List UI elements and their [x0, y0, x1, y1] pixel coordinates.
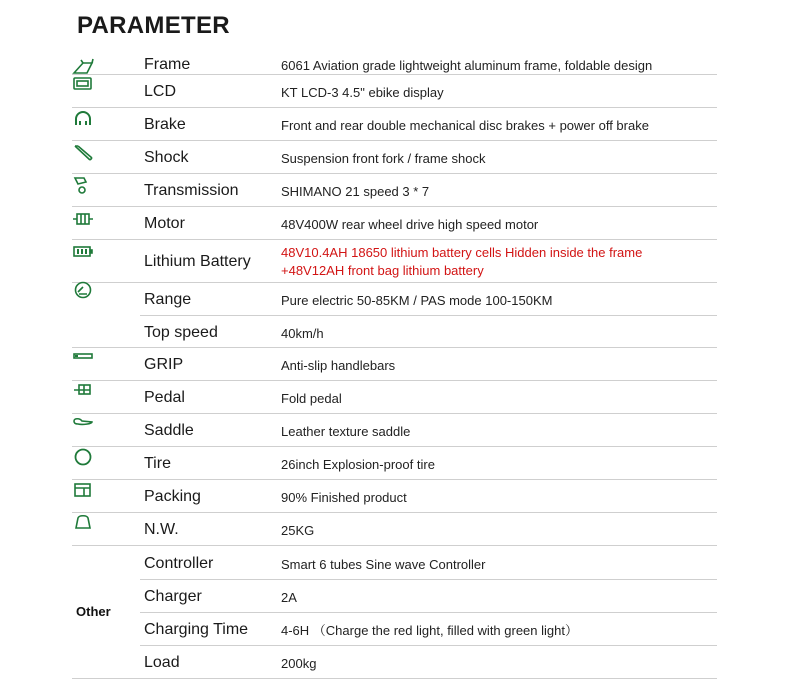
- row-value: Pure electric 50-85KM / PAS mode 100-150KM: [281, 293, 553, 308]
- table-row: [140, 52, 717, 75]
- row-divider: [72, 239, 140, 240]
- row-divider: [72, 545, 140, 546]
- row-divider: [72, 446, 140, 447]
- row-label: Frame: [144, 56, 191, 73]
- saddle-icon: [72, 414, 94, 432]
- row-label: Controller: [144, 555, 214, 572]
- lcd-icon: [72, 76, 94, 94]
- row-value: Suspension front fork / frame shock: [281, 151, 486, 166]
- other-group-label: Other: [76, 604, 111, 619]
- row-value: 90% Finished product: [281, 490, 407, 505]
- row-divider: [72, 140, 140, 141]
- motor-icon: [72, 210, 94, 228]
- row-label: Load: [144, 654, 180, 671]
- table-row: [140, 381, 717, 414]
- table-row: [140, 141, 717, 174]
- row-value: 40km/h: [281, 326, 324, 341]
- table-row: [140, 240, 717, 283]
- row-value: Leather texture saddle: [281, 424, 411, 439]
- row-value: Front and rear double mechanical disc brakes + power off brake: [281, 118, 649, 133]
- row-value: 48V400W rear wheel drive high speed motor: [281, 217, 539, 232]
- row-label: Packing: [144, 488, 201, 505]
- row-label: Charging Time: [144, 621, 249, 638]
- tire-icon: [72, 448, 94, 466]
- battery-icon: [72, 243, 94, 261]
- row-value: SHIMANO 21 speed 3 * 7: [281, 184, 430, 199]
- row-value: KT LCD-3 4.5" ebike display: [281, 85, 444, 100]
- row-divider: [72, 107, 140, 108]
- shock-icon: [72, 144, 94, 162]
- packing-icon: [72, 481, 94, 499]
- table-row: [140, 480, 717, 513]
- row-label: Brake: [144, 116, 186, 133]
- row-divider: [72, 206, 140, 207]
- table-row: [140, 348, 717, 381]
- row-value: 48V10.4AH 18650 lithium battery cells Hidden inside the frame: [281, 245, 643, 260]
- pedal-icon: [72, 381, 94, 399]
- table-row: [140, 613, 717, 646]
- row-label: Shock: [144, 149, 189, 166]
- row-value: 200kg: [281, 656, 317, 671]
- table-row: [140, 316, 717, 348]
- row-value: 2A: [281, 590, 297, 605]
- row-label: Lithium Battery: [144, 253, 251, 270]
- row-value: 25KG: [281, 523, 315, 538]
- row-label: Tire: [144, 455, 171, 472]
- row-divider: [72, 479, 140, 480]
- brake-icon: [72, 111, 94, 129]
- row-value: 4-6H （Charge the red light, filled with green light）: [281, 623, 578, 638]
- table-row: [140, 646, 717, 679]
- row-label: Transmission: [144, 182, 239, 199]
- table-row: [140, 546, 717, 580]
- row-value: 6061 Aviation grade lightweight aluminum frame, foldable design: [281, 58, 653, 73]
- table-row: [140, 108, 717, 141]
- row-label: Charger: [144, 588, 202, 605]
- table-row: [140, 283, 717, 316]
- row-label: LCD: [144, 83, 177, 100]
- page-title: PARAMETER: [77, 12, 230, 39]
- row-label: Range: [144, 291, 192, 308]
- row-label: N.W.: [144, 521, 179, 538]
- row-label: Top speed: [144, 324, 218, 341]
- table-row: [140, 447, 717, 480]
- row-divider: [72, 678, 140, 679]
- table-row: [140, 513, 717, 546]
- row-value-line2: +48V12AH front bag lithium battery: [281, 263, 484, 278]
- table-row: [140, 580, 717, 613]
- row-label: GRIP: [144, 356, 184, 373]
- row-label: Pedal: [144, 389, 185, 406]
- table-row: [140, 75, 717, 108]
- table-row: [140, 174, 717, 207]
- table-row: [140, 414, 717, 447]
- weight-icon: [72, 513, 94, 531]
- row-value: Smart 6 tubes Sine wave Controller: [281, 557, 486, 572]
- row-label: Saddle: [144, 422, 194, 439]
- row-value: Anti-slip handlebars: [281, 358, 396, 373]
- table-row: [140, 207, 717, 240]
- row-value: Fold pedal: [281, 391, 342, 406]
- row-label: Motor: [144, 215, 185, 232]
- row-divider: [72, 74, 140, 75]
- range-gauge-icon: [72, 281, 94, 299]
- transmission-icon: [72, 176, 94, 194]
- row-value: 26inch Explosion-proof tire: [281, 457, 435, 472]
- row-divider: [72, 173, 140, 174]
- grip-icon: [72, 347, 94, 365]
